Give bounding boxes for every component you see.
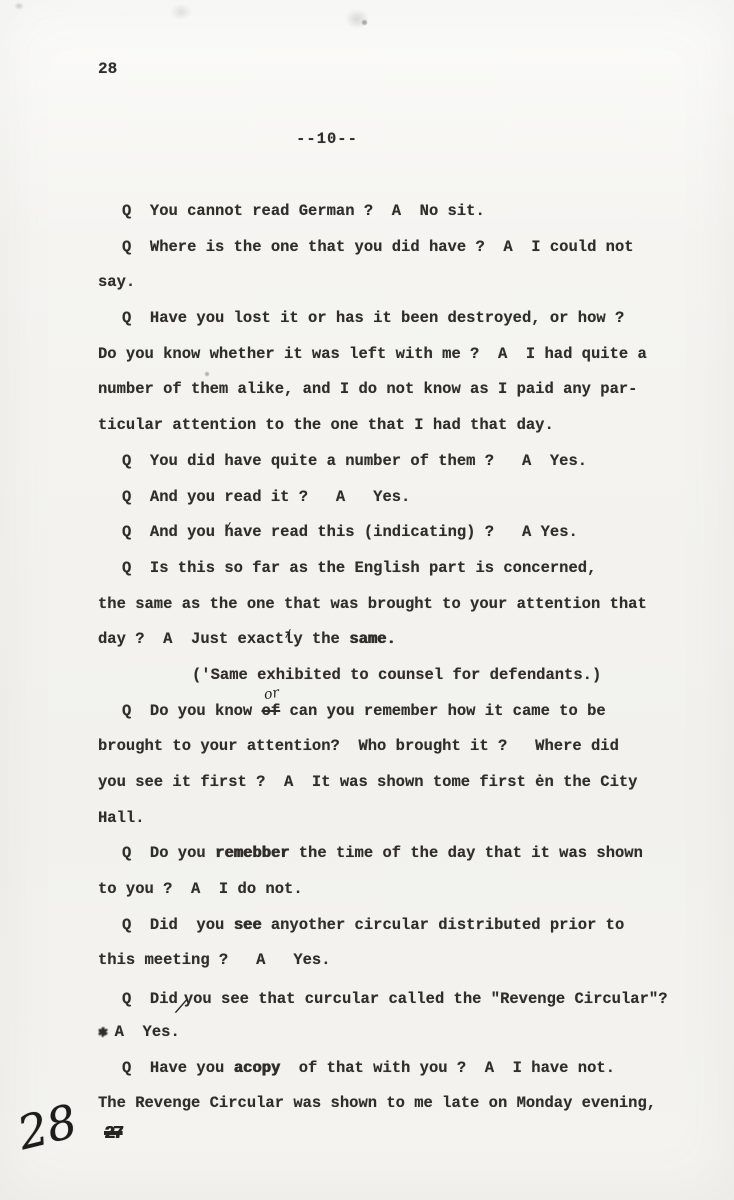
text-segment: Q Did you [122,915,234,934]
text-segment: Hall. [98,808,145,827]
transcript-line [98,1015,698,1051]
text-segment: number of them alike, and I do not know as I paid any par- [98,380,638,399]
transcript-line [98,908,698,944]
text-segment: y the [293,630,350,649]
transcript-line [98,801,698,837]
transcript-line [98,729,698,765]
text-segment: you see that curcular called the "Revenge Circular"? [183,990,668,1009]
text-segment: can you remember how it came to be [280,701,606,720]
text-segment: Q Do you [122,844,216,863]
text-segment-strike: of or [261,684,281,720]
transcript-line [98,551,698,587]
transcript-line [98,194,698,230]
transcript-line [98,480,698,516]
transcript-line [98,872,698,908]
text-segment: Q And you read it ? A Yes. [122,487,411,506]
text-segment-b: acopy [233,1058,281,1077]
transcript-line [98,1086,698,1122]
text-segment: of that with you ? A I have not. [280,1058,615,1077]
text-segment: Q Do you know [122,701,262,720]
text-segment: the same as the one that was brought to your attention that [98,594,647,613]
transcript-line [98,979,698,1018]
text-segment-b: remebber [215,844,290,863]
text-segment: Q Have you lost it or has it been destroyed, or how ? [122,309,625,328]
transcript-line [98,684,698,730]
paper-smudge [362,20,367,25]
transcript-line [98,265,698,301]
text-segment: brought to your attention? Who brought it ? Where did [98,737,619,756]
handwritten-correction: or [262,684,280,703]
text-segment-b: same. [349,630,396,649]
transcript-line [98,515,698,551]
text-segment: A Yes. [105,1022,180,1041]
paper-smudge [344,8,370,30]
text-segment: anyother circular distributed prior to [261,915,625,934]
transcript-line [98,230,698,266]
text-segment: ave read this (indicating) ? A Yes. [233,523,578,542]
transcript-line [98,372,698,408]
section-heading: --10-- [296,130,358,148]
transcript-line [98,658,698,694]
struck-page-number: 27 [104,1124,122,1144]
page-number-top: 28 [98,60,118,78]
transcript-line [98,765,698,801]
paper-smudge [14,2,24,10]
text-segment: Q And you [122,523,225,542]
transcript-line [98,943,698,979]
text-segment: to you ? A I do not. [98,880,303,899]
text-segment: Q You did have quite a number of them ? A Yes. [122,451,588,470]
handwritten-page-number: 28 [12,1093,83,1161]
transcript-line [98,1051,698,1087]
text-segment: ('Same exhibited to counsel for defendants.) [192,665,602,684]
transcript-line [98,408,698,444]
transcript-line [98,301,698,337]
paper-smudge [170,4,192,20]
text-segment: say. [98,273,136,292]
text-segment: Do you know whether it was left with me ? A I had quite a [98,344,647,363]
text-segment-b: see [233,915,262,934]
text-segment: the time of the day that it was shown [289,844,643,863]
transcript-line [98,337,698,373]
text-segment: you see it first ? A It was shown tome first ėn the City [98,773,638,791]
text-segment-over: h [224,523,234,542]
text-segment: this meeting ? A Yes. [98,951,331,970]
text-segment: ticular attention to the one that I had that day. [98,416,554,435]
transcript-line [98,836,698,872]
text-segment-blot: ✱ [98,1022,106,1041]
text-segment: Q Is this so far as the English part is concerned, [122,558,597,577]
text-segment-slash: ∕ [175,992,188,1018]
transcript-line [98,444,698,480]
text-segment: Q Did [122,990,178,1009]
text-segment: Q Have you [122,1058,234,1077]
transcript-body [98,194,698,1122]
text-segment: The Revenge Circular was shown to me late on Monday evening, [98,1094,657,1113]
text-segment: day ? A Just exact [98,630,285,649]
text-segment: Q You cannot read German ? A No sit. [122,202,485,220]
transcript-line [98,622,698,658]
text-segment: Q Where is the one that you did have ? A I could not [122,237,634,256]
text-segment-over: l [284,630,294,649]
transcript-line [98,587,698,623]
